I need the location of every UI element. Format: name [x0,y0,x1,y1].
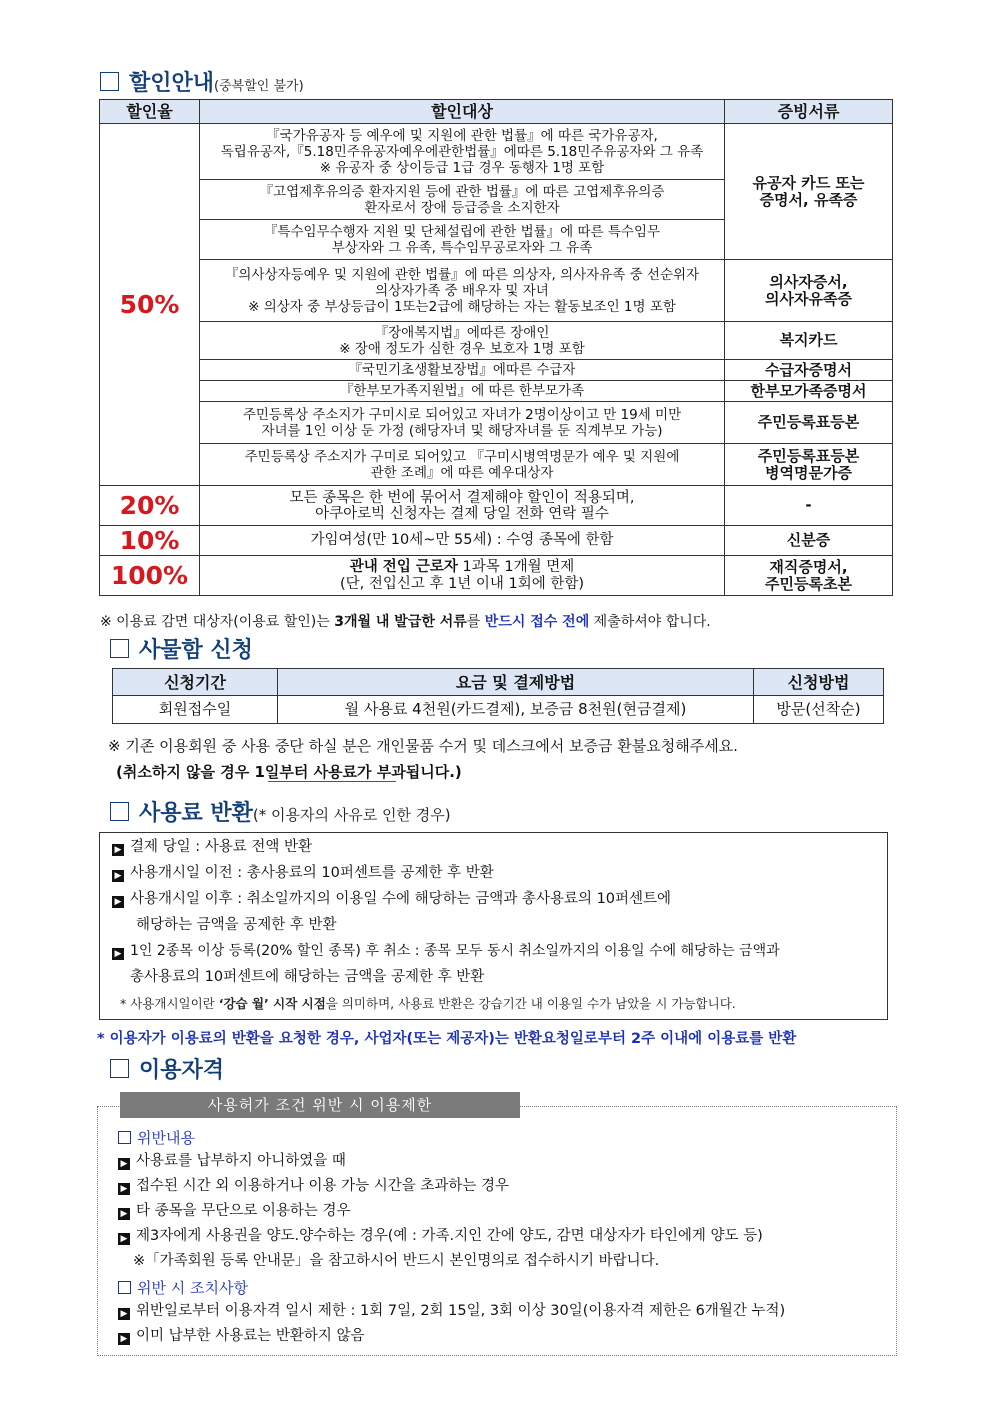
arrow-right-icon: ▶ [118,1183,130,1195]
discount-section-title: 할인안내(중복할인 불가) [100,66,304,97]
header-docs: 증빙서류 [725,100,893,124]
refund-item: ▶ 1인 2종목 이상 등록(20% 할인 종목) 후 취소 : 종목 모두 동시 취소일까지의 이용일 수에 해당하는 금액과 [112,938,780,964]
target-row-2: 『고엽제후유의증 환자지원 등에 관한 법률』에 따른 고엽제후유의증 환자로서 장애 등급증을 소지한자 [200,180,725,220]
arrow-right-icon: ▶ [118,1333,130,1345]
checkbox-square-icon [118,1131,131,1144]
rate-100: 100% [100,556,200,596]
doc-none: - [725,486,893,526]
locker-header-fee: 요금 및 결제방법 [278,669,754,696]
arrow-right-icon: ▶ [118,1308,130,1320]
doc-single-parent-cert: 한부모가족증명서 [725,381,893,402]
target-row-12: 관내 전입 근로자 1과목 1개월 면제 (단, 전입신고 후 1년 이내 1회에 한함) [200,556,725,596]
locker-section-title: 사물함 신청 [110,633,253,664]
refund-item-cont: 해당하는 금액을 공제한 후 반환 [136,917,337,933]
target-row-5: 『장애복지법』에따른 장애인 ※ 장애 정도가 심한 경우 보호자 1명 포함 [200,322,725,360]
locker-fee: 월 사용료 4천원(카드결제), 보증금 8천원(현금결제) [278,696,754,724]
checkbox-square-icon [118,1281,131,1294]
locker-method: 방문(선착순) [754,696,884,724]
checkbox-square-icon [100,72,119,91]
rate-20: 20% [100,486,200,526]
rate-50: 50% [100,124,200,486]
target-row-7: 『한부모가족지원법』에 따른 한부모가족 [200,381,725,402]
refund-item-cont: 총사용료의 10퍼센트에 해당하는 금액을 공제한 후 반환 [130,969,485,985]
locker-table [112,668,884,724]
target-row-10: 모든 종목은 한 번에 묶어서 결제해야 할인이 적용되며, 아쿠아로빅 신청자는 결제 당일 전화 연락 필수 [200,486,725,526]
doc-welfare-card: 복지카드 [725,322,893,360]
locker-warning: (취소하지 않을 경우 1일부터 사용료가 부과됩니다.) [116,763,462,781]
doc-resident-register: 주민등록표등본 [725,402,893,444]
doc-employment-cert: 재직증명서, 주민등록초본 [725,556,893,596]
locker-note: ※ 기존 이용회원 중 사용 중단 하실 분은 개인물품 수거 및 데스크에서 보증금 환불요청해주세요. [108,737,738,755]
target-row-9: 주민등록상 주소지가 구미로 되어있고 『구미시병역명문가 예우 및 지원에 관한 조례』에 따른 예우대상자 [200,444,725,486]
arrow-right-icon: ▶ [118,1233,130,1245]
target-row-8: 주민등록상 주소지가 구미시로 되어있고 자녀가 2명이상이고 만 19세 미만 자녀를 1인 이상 둔 가정 (해당자녀 및 해당자녀를 둔 직계부모 가능) [200,402,725,444]
arrow-right-icon: ▶ [112,844,124,856]
refund-notice: * 이용자가 이용료의 반환을 요청한 경우, 사업자(또는 제공자)는 반환요청일로부터 2주 이내에 이용료를 반환 [97,1031,797,1047]
arrow-right-icon: ▶ [112,870,124,882]
target-row-1: 『국가유공자 등 예우에 및 지원에 관한 법률』에 따른 국가유공자, 독립유공자,『5.18민주유공자예우에관한법률』에따른 5.18민주유공자와 그 유족 ※ 유공자 중 상이등급 1급 경우 동행자 1명 포함 [200,124,725,180]
qualification-box-header: 사용허가 조건 위반 시 이용제한 [120,1092,520,1118]
violations-title: 위반내용 [118,1127,195,1148]
doc-military-family: 주민등록표등본 병역명문가증 [725,444,893,486]
doc-id-card: 신분증 [725,526,893,556]
checkbox-square-icon [110,1059,129,1078]
doc-righteous-cert: 의사자증서, 의사자유족증 [725,260,893,322]
refund-item: ▶ 결제 당일 : 사용료 전액 반환 [112,834,312,860]
rate-10: 10% [100,526,200,556]
arrow-right-icon: ▶ [112,896,124,908]
locker-header-period: 신청기간 [113,669,278,696]
qualification-section-title: 이용자격 [110,1053,224,1084]
checkbox-square-icon [110,802,129,821]
refund-item: ▶ 사용개시일 이전 : 총사용료의 10퍼센트를 공제한 후 반환 [112,860,494,886]
violation-item: ▶ 타 종목을 무단으로 이용하는 경우 [118,1198,351,1224]
doc-recipient-cert: 수급자증명서 [725,360,893,381]
violation-item: ▶ 제3자에게 사용권을 양도.양수하는 경우(예 : 가족.지인 간에 양도, 감면 대상자가 타인에게 양도 등) [118,1223,763,1249]
target-row-4: 『의사상자등예우 및 지원에 관한 법률』에 따른 의상자, 의사자유족 중 선순위자 의상자가족 중 배우자 및 자녀 ※ 의상자 중 부상등급이 1또는2급에 해당하는 자는 활동보조인 1명 포함 [200,260,725,322]
checkbox-square-icon [110,639,129,658]
target-row-6: 『국민기초생활보장법』에따른 수급자 [200,360,725,381]
arrow-right-icon: ▶ [112,948,124,960]
refund-footnote: * 사용개시일이란 ‘강습 월’ 시작 시점을 의미하며, 사용료 반환은 강습기간 내 이용일 수가 남았을 시 가능합니다. [120,996,736,1011]
refund-section-title: 사용료 반환(* 이용자의 사유로 인한 경우) [110,796,451,827]
discount-subtitle: (중복할인 불가) [214,79,304,94]
refund-item: ▶ 사용개시일 이후 : 취소일까지의 이용일 수에 해당하는 금액과 총사용료의 10퍼센트에 [112,886,671,912]
refund-subtitle: (* 이용자의 사유로 인한 경우) [252,806,451,824]
discount-note: ※ 이용료 감면 대상자(이용료 할인)는 3개월 내 발급한 서류를 반드시 접수 전에 제출하셔야 합니다. [100,614,711,630]
header-rate: 할인율 [100,100,200,124]
header-target: 할인대상 [200,100,725,124]
violation-item: ▶ 사용료를 납부하지 아니하였을 때 [118,1148,346,1174]
warning-underline [268,781,396,782]
actions-title: 위반 시 조치사항 [118,1277,248,1298]
arrow-right-icon: ▶ [118,1208,130,1220]
violation-item: ▶ 접수된 시간 외 이용하거나 이용 가능 시간을 초과하는 경우 [118,1173,509,1199]
target-row-3: 『특수임무수행자 지원 및 단체설립에 관한 법률』에 따른 특수임무 부상자와 그 유족, 특수임무공로자와 그 유족 [200,220,725,260]
discount-table [99,99,893,596]
violations-note: ※「가족회원 등록 안내문」을 참고하시어 반드시 본인명의로 접수하시기 바랍니다. [133,1253,660,1269]
action-item: ▶ 이미 납부한 사용료는 반환하지 않음 [118,1323,365,1349]
action-item: ▶ 위반일로부터 이용자격 일시 제한 : 1회 7일, 2회 15일, 3회 이상 30일(이용자격 제한은 6개월간 누적) [118,1298,785,1324]
locker-header-method: 신청방법 [754,669,884,696]
doc-merit-card: 유공자 카드 또는 증명서, 유족증 [725,124,893,260]
refund-box [99,832,888,1020]
target-row-11: 가임여성(만 10세~만 55세) : 수영 종목에 한함 [200,526,725,556]
arrow-right-icon: ▶ [118,1158,130,1170]
locker-period: 회원접수일 [113,696,278,724]
